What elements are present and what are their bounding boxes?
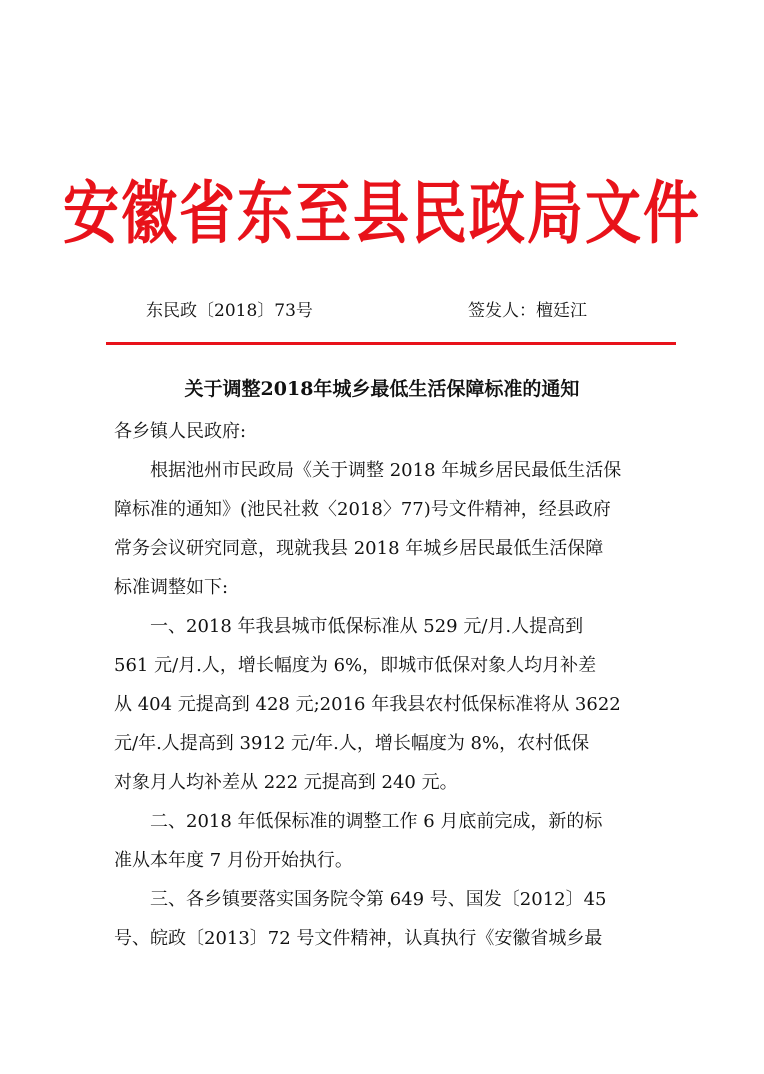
- document-number: 东民政〔2018〕73号: [146, 301, 313, 321]
- paragraph-line: 号、皖政〔2013〕72 号文件精神，认真执行《安徽省城乡最: [114, 928, 603, 949]
- paragraph-line: 常务会议研究同意，现就我县 2018 年城乡居民最低生活保障: [114, 538, 604, 559]
- paragraph-line: 障标准的通知》(池民社救〈2018〉77)号文件精神，经县政府: [114, 499, 611, 520]
- paragraph-line: 二、2018 年低保标准的调整工作 6 月底前完成，新的标: [150, 811, 603, 832]
- notice-title: 关于调整2018年城乡最低生活保障标准的通知: [184, 378, 580, 400]
- paragraph-line: 元/年.人提高到 3912 元/年.人，增长幅度为 8%，农村低保: [114, 733, 590, 754]
- paragraph-line: 标准调整如下:: [114, 577, 229, 598]
- document-meta: [108, 296, 676, 326]
- notice-body: [114, 412, 654, 958]
- document-header-title: 安徽省东至县民政局文件: [63, 174, 701, 254]
- header-divider: [106, 342, 676, 345]
- paragraph-line: 根据池州市民政局《关于调整 2018 年城乡居民最低生活保: [150, 460, 622, 481]
- salutation: 各乡镇人民政府:: [114, 421, 247, 442]
- signer: 签发人：檀廷江: [468, 301, 587, 321]
- paragraph-line: 准从本年度 7 月份开始执行。: [114, 850, 353, 871]
- paragraph-line: 一、2018 年我县城市低保标准从 529 元/月.人提高到: [150, 616, 584, 637]
- paragraph-line: 对象月人均补差从 222 元提高到 240 元。: [114, 772, 458, 793]
- paragraph-line: 561 元/月.人，增长幅度为 6%，即城市低保对象人均月补差: [114, 655, 597, 676]
- paragraph-line: 从 404 元提高到 428 元;2016 年我县农村低保标准将从 3622: [114, 694, 621, 715]
- paragraph-line: 三、各乡镇要落实国务院令第 649 号、国发〔2012〕45: [150, 889, 607, 910]
